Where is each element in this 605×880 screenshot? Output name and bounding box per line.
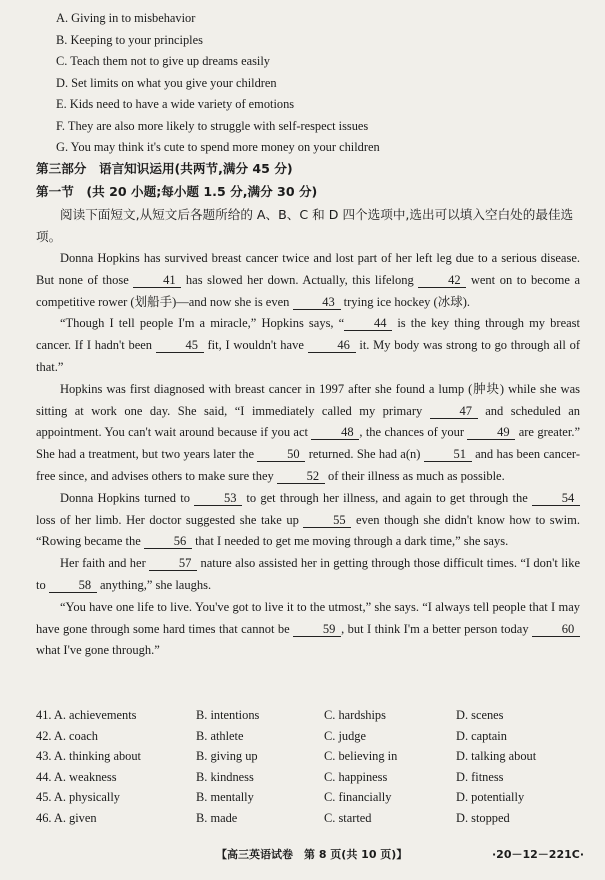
seven-choice-options (56, 8, 596, 159)
blank-58: 58 (49, 578, 97, 593)
choice-a: 46. A. given (36, 810, 97, 825)
blank-50: 50 (257, 447, 305, 462)
blank-57: 57 (149, 556, 197, 571)
text: has slowed her down. Actually, this lifelong (181, 272, 419, 287)
question-row (36, 705, 596, 726)
choice-c: C. hardships (324, 708, 386, 722)
text: “Though I tell people I'm a miracle,” Hopkins says, “ (60, 316, 345, 331)
paragraph-1 (36, 248, 580, 313)
blank-45: 45 (156, 338, 204, 353)
choice-d: D. talking about (456, 749, 537, 763)
choice-c: C. judge (324, 728, 366, 743)
text: fit, I wouldn't have (203, 338, 308, 353)
choice-a: 42. A. coach (36, 728, 98, 743)
option-f: F. They are also more likely to struggle with self-respect issues (56, 118, 369, 133)
blank-54: 54 (532, 491, 580, 506)
question-row (36, 787, 596, 808)
text: “You have one life to live. You've got to live it to the utmost,” she says. “I always tell people that I may have gone through some hard times that cannot be (36, 599, 580, 636)
choice-c: C. started (324, 810, 372, 825)
choice-d: D. stopped (456, 810, 510, 825)
text: that I needed to get me moving through a dark time,” she says. (191, 534, 509, 549)
choice-d: D. scenes (456, 708, 504, 722)
footer-code: ·20－12－221C· (492, 848, 585, 861)
text: it. My body was strong to go through all of that.” (36, 338, 581, 374)
blank-55: 55 (303, 513, 351, 528)
text: returned. She had a(n) (305, 447, 424, 462)
option-a: A. Giving in to misbehavior (56, 11, 196, 25)
paragraph-5 (36, 553, 580, 597)
text: even though she didn't know how to swim. “Rowing became the (36, 512, 581, 549)
question-options (36, 705, 596, 828)
blank-56: 56 (144, 534, 192, 549)
choice-a: 44. A. weakness (36, 769, 117, 784)
paragraph-2 (36, 313, 580, 378)
choice-a: 43. A. thinking about (36, 749, 141, 763)
text: Donna Hopkins has survived breast cancer twice and lost part of her left leg due to a serious disease. But none of those (36, 251, 580, 287)
blank-42: 42 (418, 273, 466, 288)
paragraph-3 (36, 379, 580, 488)
option-c: C. Teach them not to give up dreams easily (56, 54, 270, 68)
text: and has been cancer-free since, and advises others to make sure they (36, 447, 580, 483)
question-row (36, 808, 596, 829)
text: trying ice hockey (冰球). (340, 294, 471, 309)
text: of their illness as much as possible. (324, 468, 505, 483)
text: are greater.” She had a treatment, but two years later the (36, 425, 581, 462)
question-row (36, 746, 596, 767)
text: to get through her illness, and again to get through the (242, 490, 532, 505)
option-g: G. You may think it's cute to spend more money on your children (56, 140, 380, 154)
text: anything,” she laughs. (96, 577, 212, 592)
text: , the chances of your (359, 425, 468, 440)
choice-d: D. fitness (456, 769, 504, 784)
page-footer (0, 846, 605, 866)
blank-59: 59 (293, 622, 341, 637)
choice-d: D. potentially (456, 790, 525, 804)
part3-heading: 第三部分 语言知识运用(共两节,满分 45 分) (36, 161, 293, 176)
choice-b: B. athlete (196, 728, 244, 743)
blank-47: 47 (430, 404, 478, 419)
blank-60: 60 (532, 622, 580, 637)
choice-b: B. made (196, 810, 238, 825)
choice-c: C. happiness (324, 769, 388, 784)
text: , but I think I'm a better person today (341, 621, 532, 636)
footer-title: 【高三英语试卷 第 8 页(共 10 页)】 (216, 848, 408, 861)
paragraph-4 (36, 488, 580, 553)
choice-b: B. kindness (196, 769, 254, 784)
choice-b: B. intentions (196, 708, 260, 722)
choice-a: 45. A. physically (36, 790, 120, 804)
question-row (36, 726, 596, 747)
choice-b: B. mentally (196, 790, 254, 804)
text: went on to become a competitive rower (划船手)—and now she is even (36, 272, 580, 309)
text: and scheduled an appointment. You can't wait around because if you act (36, 403, 581, 440)
instruction: 阅读下面短文,从短文后各题所给的 A、B、C 和 D 四个选项中,选出可以填入空白处的最佳选项。 (36, 207, 574, 244)
text: is the key thing through my breast cancer. If I hadn't been (36, 316, 581, 353)
blank-48: 48 (311, 425, 359, 440)
choice-c: C. financially (324, 790, 392, 804)
text: nature also assisted her in getting through those difficult times. “I don't like to (36, 556, 580, 592)
option-d: D. Set limits on what you give your children (56, 75, 277, 90)
option-b: B. Keeping to your principles (56, 32, 203, 47)
choice-c: C. believing in (324, 749, 398, 763)
question-row (36, 767, 596, 788)
text: Hopkins was first diagnosed with breast cancer in 1997 after she found a lump (肿块) while she was sitting at work one day. She said, “I immediately called my primary (36, 381, 580, 418)
paragraph-6 (36, 597, 580, 662)
blank-44: 44 (344, 316, 392, 331)
cloze-passage (36, 248, 580, 662)
blank-43: 43 (293, 295, 341, 310)
blank-53: 53 (194, 491, 242, 506)
blank-41: 41 (133, 273, 181, 288)
blank-46: 46 (308, 338, 356, 353)
section1-heading: 第一节 (共 20 小题;每小题 1.5 分,满分 30 分) (36, 184, 318, 199)
blank-51: 51 (424, 447, 472, 462)
text: loss of her limb. Her doctor suggested she take up (36, 512, 304, 527)
text: Donna Hopkins turned to (60, 490, 195, 505)
option-e: E. Kids need to have a wide variety of emotions (56, 97, 295, 111)
choice-d: D. captain (456, 728, 507, 743)
text: what I've gone through.” (36, 643, 160, 658)
blank-49: 49 (467, 425, 515, 440)
text: Her faith and her (60, 556, 150, 571)
choice-b: B. giving up (196, 749, 258, 763)
choice-a: 41. A. achievements (36, 708, 137, 722)
blank-52: 52 (277, 469, 325, 484)
